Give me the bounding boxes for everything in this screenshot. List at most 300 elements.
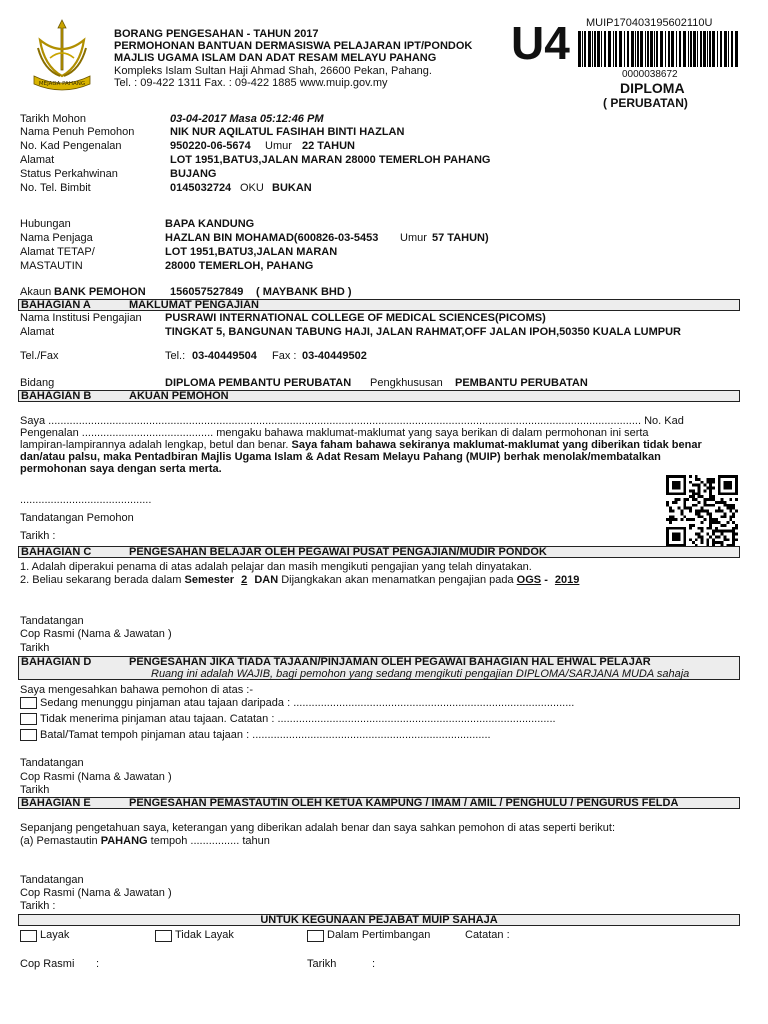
qr-module [692, 492, 695, 495]
awaiting-loan-label: Sedang menunggu pinjaman atau tajaan daripada : ............................................................................................ [40, 697, 575, 709]
qr-module [698, 484, 701, 487]
applicant-signature-label: Tandatangan Pemohon [20, 512, 134, 524]
form-title: BORANG PENGESAHAN - TAHUN 2017 [114, 28, 319, 40]
qr-module [703, 510, 706, 513]
bank-account-label: Akaun [20, 286, 52, 298]
office-date-label: Tarikh [307, 958, 337, 970]
telfax-label: Tel./Fax [20, 350, 59, 362]
qr-module [709, 492, 712, 495]
qr-module [709, 481, 712, 484]
qr-module [683, 498, 686, 501]
guardian-address-line2: 28000 TEMERLOH, PAHANG [165, 260, 314, 272]
qr-module [703, 501, 706, 504]
qr-code [665, 475, 739, 547]
qr-module [692, 504, 695, 507]
bank-account-number: 156057527849 [170, 286, 244, 298]
qr-module [715, 530, 718, 533]
oku-label: OKU [240, 182, 264, 194]
completion-year: 2019 [554, 574, 580, 586]
applicant-name-value: NIK NUR AQILATUL FASIHAH BINTI HAZLAN [170, 126, 405, 138]
qr-module [718, 535, 721, 538]
barcode-bar [717, 31, 718, 67]
qr-module [715, 501, 718, 504]
qr-module [698, 492, 701, 495]
qr-module [715, 510, 718, 513]
barcode-bar [613, 31, 614, 67]
barcode-bar [604, 31, 606, 67]
institution-label: Nama Institusi Pengajian [20, 312, 142, 324]
qr-module [698, 527, 701, 530]
qr-module [712, 538, 715, 541]
qr-module [735, 527, 738, 530]
declaration-line-2: Pengenalan ........................................... mengaku bahawa maklumat-maklumat yang saya berikan di dalam permohonan ini serta [20, 427, 649, 439]
qr-module [709, 521, 712, 524]
qr-module [712, 495, 715, 498]
barcode-bar [668, 31, 670, 67]
qr-module [709, 498, 712, 501]
section-a-header [18, 299, 740, 311]
qr-module [732, 507, 735, 510]
qr-module [718, 510, 721, 513]
qr-module [718, 507, 721, 510]
study-level: DIPLOMA [620, 80, 685, 96]
qr-module [701, 538, 704, 541]
section-c-key: BAHAGIAN C [21, 546, 92, 558]
bank-name: ( MAYBANK BHD ) [256, 286, 352, 298]
qr-module [689, 510, 692, 513]
qr-module [678, 498, 681, 501]
layak-checkbox[interactable] [20, 930, 37, 942]
qr-module [729, 510, 732, 513]
qr-module [698, 478, 701, 481]
barcode-bar [707, 31, 708, 67]
qr-module [703, 489, 706, 492]
qr-module [698, 495, 701, 498]
office-use-title: UNTUK KEGUNAAN PEJABAT MUIP SAHAJA [260, 914, 498, 926]
bank-holder-label: BANK PEMOHON [54, 286, 146, 298]
logo-banner-text: MEJAGA PAHANG [38, 81, 86, 87]
residency-duration: tempoh ................ tahun [150, 835, 270, 847]
barcode-bar [592, 31, 593, 67]
barcode [578, 31, 740, 67]
residency-statement: Sepanjang pengetahuan saya, keterangan yang diberikan adalah benar dan saya sahkan pemohon di atas seperti berikut: [20, 822, 616, 834]
guardian-name-value: HAZLAN BIN MOHAMAD(600826-03-5453 [165, 232, 379, 244]
qr-module [698, 512, 701, 515]
qr-module [703, 518, 706, 521]
qr-module [669, 507, 672, 510]
qr-module [698, 487, 701, 490]
section-d-date-label: Tarikh [20, 784, 50, 796]
qr-module [701, 481, 704, 484]
qr-module [675, 498, 678, 501]
dalam-pertimbangan-label: Dalam Pertimbangan [327, 929, 431, 941]
barcode-bar [656, 31, 658, 67]
section-d-header [18, 656, 740, 680]
qr-module [692, 541, 695, 544]
qr-module [701, 541, 704, 544]
section-c-header [18, 546, 740, 558]
qr-module [709, 495, 712, 498]
barcode-bar [624, 31, 625, 67]
qr-module [712, 541, 715, 544]
qr-module [666, 518, 669, 521]
qr-module [709, 504, 712, 507]
qr-module [701, 510, 704, 513]
section-d-intro: Saya mengesahkan bahawa pemohon di atas :- [20, 684, 253, 696]
qr-module [672, 518, 675, 521]
qr-module [695, 533, 698, 536]
qr-module [718, 521, 721, 524]
qr-module [695, 475, 698, 478]
barcode-bar [582, 31, 583, 67]
qr-module [735, 524, 738, 527]
qr-module [698, 515, 701, 518]
qr-module [683, 504, 686, 507]
qr-module [724, 481, 733, 490]
section-a-key: BAHAGIAN A [21, 299, 91, 311]
qr-module [703, 504, 706, 507]
qr-module [692, 498, 695, 501]
qr-module [709, 527, 712, 530]
ic-number-value: 950220-06-5674 [170, 140, 251, 152]
qr-module [701, 495, 704, 498]
section-e-key: BAHAGIAN E [21, 797, 91, 809]
tel-value: 03-40449504 [192, 350, 257, 362]
tel-label: Tel.: [165, 350, 186, 362]
section-a-title: MAKLUMAT PENGAJIAN [129, 299, 259, 311]
qr-module [706, 538, 709, 541]
qr-module [680, 518, 683, 521]
qr-module [701, 507, 704, 510]
barcode-bar [688, 31, 689, 67]
section-d-key: BAHAGIAN D [21, 656, 92, 668]
barcode-bar [724, 31, 727, 67]
qr-module [695, 498, 698, 501]
declaration-line-3 [20, 439, 702, 452]
qr-module [735, 533, 738, 536]
qr-module [712, 530, 715, 533]
qr-module [721, 501, 724, 504]
qr-module [695, 504, 698, 507]
qr-module [698, 510, 701, 513]
barcode-bar [735, 31, 738, 67]
barcode-bar [660, 31, 663, 67]
residency-state: PAHANG [100, 835, 148, 847]
section-c-stamp-label: Cop Rasmi (Nama & Jawatan ) [20, 628, 172, 640]
barcode-bar [635, 31, 636, 67]
qr-module [689, 527, 692, 530]
qr-module [729, 530, 732, 533]
qr-module [689, 538, 692, 541]
qr-module [706, 504, 709, 507]
institution-address-label: Alamat [20, 326, 55, 338]
marital-status-label: Status Perkahwinan [20, 168, 118, 180]
form-subtitle: PERMOHONAN BANTUAN DERMASISWA PELAJARAN IPT/PONDOK [114, 40, 473, 52]
qr-module [698, 535, 701, 538]
barcode-bar [584, 31, 586, 67]
qr-module [712, 498, 715, 501]
mobile-phone-label: No. Tel. Bimbit [20, 182, 91, 194]
qr-module [706, 487, 709, 490]
barcode-bar [712, 31, 715, 67]
qr-module [692, 489, 695, 492]
section-d-signature-label: Tandatangan [20, 757, 84, 769]
qr-module [692, 495, 695, 498]
office-stamp-colon: : [96, 958, 100, 970]
qr-module [726, 504, 729, 507]
section-d-title: PENGESAHAN JIKA TIADA TAJAAN/PINJAMAN OLEH PEGAWAI BAHAGIAN HAL EHWAL PELAJAR [129, 656, 651, 668]
applicant-address-value: LOT 1951,BATU3,JALAN MARAN 28000 TEMERLOH PAHANG [170, 154, 491, 166]
completion-dash: - [544, 574, 548, 586]
tidak-layak-label: Tidak Layak [175, 929, 234, 941]
ic-number-label: No. Kad Pengenalan [20, 140, 122, 152]
guardian-name-label: Nama Penjaga [20, 232, 93, 244]
barcode-bar [627, 31, 629, 67]
section-d-subtitle: Ruang ini adalah WAJIB, bagi pemohon yang sedang mengikuti pengajian DIPLOMA/SARJANA MUDA sahaja [151, 668, 690, 680]
qr-module [712, 504, 715, 507]
qr-module [724, 524, 727, 527]
section-d-stamp-label: Cop Rasmi (Nama & Jawatan ) [20, 771, 172, 783]
qr-module [706, 512, 709, 515]
qr-module [724, 504, 727, 507]
qr-module [729, 507, 732, 510]
qr-module [726, 521, 729, 524]
qr-module [724, 535, 727, 538]
qr-module [732, 515, 735, 518]
completion-month: OGS [516, 574, 542, 586]
qr-module [692, 484, 695, 487]
qr-module [669, 518, 672, 521]
layak-label: Layak [40, 929, 70, 941]
applicant-name-label: Nama Penuh Pemohon [20, 126, 135, 138]
qr-module [689, 475, 692, 478]
qr-module [715, 521, 718, 524]
office-date-colon: : [372, 958, 376, 970]
age-label: Umur [265, 140, 292, 152]
qr-module [721, 524, 724, 527]
qr-module [666, 504, 669, 507]
barcode-bar [578, 31, 581, 67]
qr-module [709, 484, 712, 487]
office-stamp-label: Cop Rasmi [20, 958, 75, 970]
qr-module [692, 518, 695, 521]
qr-module [726, 507, 729, 510]
qr-module [686, 507, 689, 510]
barcode-bar [615, 31, 617, 67]
qr-module [715, 535, 718, 538]
study-confirmation-item-2 [20, 574, 583, 587]
section-e-stamp-label: Cop Rasmi (Nama & Jawatan ) [20, 887, 172, 899]
qr-module [689, 507, 692, 510]
applicant-address-label: Alamat [20, 154, 55, 166]
qr-module [721, 530, 724, 533]
awaiting-loan-checkbox[interactable] [20, 697, 37, 709]
no-loan-label: Tidak menerima pinjaman atau tajaan. Catatan : ........................................................................................... [40, 713, 556, 725]
qr-module [672, 515, 675, 518]
qr-module [669, 510, 672, 513]
qr-module [678, 507, 681, 510]
qr-module [724, 501, 727, 504]
qr-module [735, 498, 738, 501]
barcode-bar [640, 31, 643, 67]
declaration-line-4: dan/atau palsu, maka Pentadbiran Majlis Ugama Islam & Adat Resam Melayu Pahang (MUIP) berhak menolak/membatalkan [20, 451, 661, 463]
form-code: U4 [511, 17, 570, 69]
guardian-address-label: Alamat TETAP/ [20, 246, 95, 258]
qr-module [732, 530, 735, 533]
qr-module [701, 530, 704, 533]
qr-module [703, 498, 706, 501]
barcode-bar [637, 31, 639, 67]
qr-module [732, 512, 735, 515]
section-b-title: AKUAN PEMOHON [129, 390, 229, 402]
qr-module [709, 487, 712, 490]
qr-module [712, 481, 715, 484]
marital-status-value: BUJANG [170, 168, 217, 180]
qr-module [729, 518, 732, 521]
qr-module [675, 501, 678, 504]
qr-module [715, 527, 718, 530]
qr-module [709, 518, 712, 521]
qr-module [701, 515, 704, 518]
qr-module [732, 535, 735, 538]
no-loan-checkbox[interactable] [20, 713, 37, 725]
course-type: ( PERUBATAN) [603, 96, 688, 110]
barcode-bar [647, 31, 649, 67]
qr-module [732, 521, 735, 524]
barcode-bar [676, 31, 677, 67]
qr-module [706, 510, 709, 513]
qr-module [698, 501, 701, 504]
qr-module [726, 530, 729, 533]
qr-module [709, 478, 712, 481]
qr-module [732, 541, 735, 544]
section-e-date-label: Tarikh : [20, 900, 56, 912]
qr-module [686, 518, 689, 521]
declaration-line-3-normal: lampiran-lampirannya adalah lengkap, betul dan benar. [20, 439, 289, 451]
fax-value: 03-40449502 [302, 350, 367, 362]
dalam-pertimbangan-checkbox[interactable] [307, 930, 324, 942]
qr-module [695, 512, 698, 515]
qr-module [726, 538, 729, 541]
qr-module [732, 538, 735, 541]
barcode-bar [709, 31, 711, 67]
barcode-bar [683, 31, 686, 67]
qr-module [683, 515, 686, 518]
fax-label: Fax : [272, 350, 297, 362]
barcode-bar [679, 31, 681, 67]
applicant-signature-line[interactable]: ........................................... [20, 494, 152, 506]
barcode-number: 0000038672 [622, 69, 678, 80]
section-c-date-label: Tarikh [20, 642, 50, 654]
qr-module [724, 538, 727, 541]
qr-module [706, 478, 709, 481]
residency-prefix: (a) Pemastautin [20, 835, 98, 847]
office-use-header [18, 914, 740, 926]
barcode-bar [693, 31, 696, 67]
qr-module [686, 498, 689, 501]
qr-module [718, 530, 721, 533]
organization-address: Kompleks Islam Sultan Haji Ahmad Shah, 26600 Pekan, Pahang. [114, 65, 432, 77]
item2-text-a: 2. Beliau sekarang berada dalam [20, 574, 182, 586]
section-c-signature-label: Tandatangan [20, 615, 84, 627]
qr-module [712, 487, 715, 490]
loan-ended-checkbox[interactable] [20, 729, 37, 741]
qr-module [712, 518, 715, 521]
barcode-bar [690, 31, 692, 67]
barcode-bar [594, 31, 596, 67]
reference-number: MUIP170403195602110U [586, 17, 713, 29]
qr-module [695, 492, 698, 495]
qr-module [709, 535, 712, 538]
item2-dan: DAN [254, 574, 279, 586]
qr-module [712, 533, 715, 536]
qr-module [724, 530, 727, 533]
qr-module [672, 501, 675, 504]
declaration-line-5: permohonan saya dengan serta merta. [20, 463, 222, 475]
qr-module [669, 515, 672, 518]
qr-module [709, 524, 712, 527]
qr-module [689, 495, 692, 498]
section-e-header [18, 797, 740, 809]
barcode-bar [608, 31, 611, 67]
relation-label: Hubungan [20, 218, 71, 230]
qr-module [732, 527, 735, 530]
qr-module [695, 510, 698, 513]
barcode-bar [631, 31, 634, 67]
barcode-bar [700, 31, 702, 67]
section-b-key: BAHAGIAN B [21, 390, 92, 402]
qr-module [698, 489, 701, 492]
applicant-date-label: Tarikh : [20, 530, 56, 542]
oku-value: BUKAN [272, 182, 312, 194]
tidak-layak-checkbox[interactable] [155, 930, 172, 942]
qr-module [724, 515, 727, 518]
muip-logo [30, 18, 94, 94]
qr-module [689, 524, 692, 527]
application-date-label: Tarikh Mohon [20, 113, 87, 125]
guardian-age-label: Umur [400, 232, 427, 244]
mobile-phone-value: 0145032724 [170, 182, 232, 194]
qr-module [735, 538, 738, 541]
barcode-bar [671, 31, 674, 67]
barcode-bar [697, 31, 698, 67]
specialization-label: Pengkhususan [370, 377, 443, 389]
institution-value: PUSRAWI INTERNATIONAL COLLEGE OF MEDICAL SCIENCES(PICOMS) [165, 312, 546, 324]
qr-module [729, 504, 732, 507]
qr-module [715, 541, 718, 544]
residency-line [20, 835, 270, 848]
qr-module [683, 507, 686, 510]
qr-module [695, 484, 698, 487]
qr-module [680, 510, 683, 513]
guardian-address-line1: LOT 1951,BATU3,JALAN MARAN [165, 246, 338, 258]
qr-module [695, 478, 698, 481]
qr-module [715, 518, 718, 521]
qr-module [701, 521, 704, 524]
guardian-address-label-2: MASTAUTIN [20, 260, 83, 272]
barcode-bar [665, 31, 666, 67]
barcode-bar [703, 31, 706, 67]
qr-module [689, 481, 692, 484]
application-date-value: 03-04-2017 Masa 05:12:46 PM [170, 113, 324, 125]
barcode-bar [654, 31, 655, 67]
guardian-age-value: 57 TAHUN) [432, 232, 489, 244]
qr-module [692, 524, 695, 527]
qr-module [721, 515, 724, 518]
qr-module [706, 481, 709, 484]
relation-value: BAPA KANDUNG [165, 218, 255, 230]
qr-module [729, 498, 732, 501]
